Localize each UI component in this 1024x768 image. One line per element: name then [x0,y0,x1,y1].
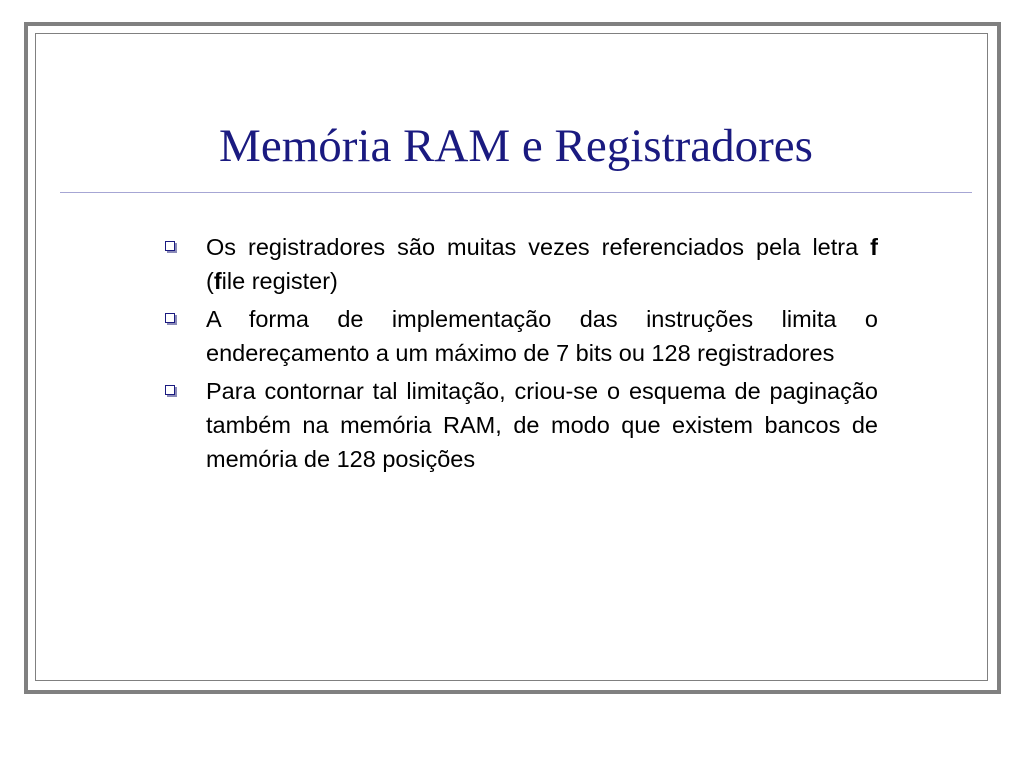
hollow-square-bullet-icon [165,313,175,323]
title-divider [60,192,972,193]
bullet-list [160,230,878,480]
bullet-text: A forma de implementação das instruções limita o endereçamento a um máximo de 7 bits ou 128 registradores [206,306,878,366]
bullet-text-part: ile register) [221,268,338,294]
bullet-item [160,230,878,298]
bullet-text-bold: f [213,268,222,294]
bullet-text-bold: f [870,234,878,260]
hollow-square-bullet-icon [165,241,175,251]
bullet-item [160,374,878,476]
bullet-text [206,234,878,294]
hollow-square-bullet-icon [165,385,175,395]
bullet-item [160,302,878,370]
slide-title: Memória RAM e Registradores [219,120,813,172]
bullet-text-part: Os registradores são muitas vezes referenciados pela letra [206,234,871,260]
bullet-text: Para contornar tal limitação, criou-se o esquema de paginação também na memória RAM, de modo que existem bancos de memória de 128 posições [206,378,878,472]
bullet-text-part: ( [206,268,214,294]
